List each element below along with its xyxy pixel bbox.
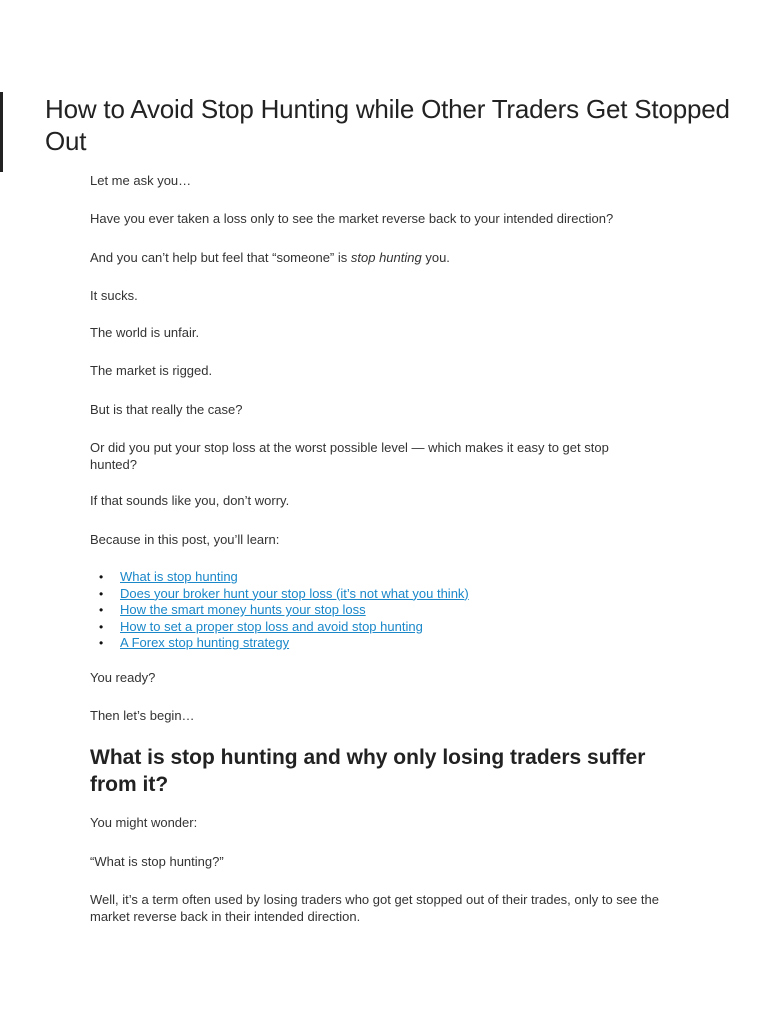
toc-link-forex-strategy[interactable]: A Forex stop hunting strategy bbox=[120, 635, 290, 650]
paragraph-really-the-case: But is that really the case? bbox=[90, 402, 243, 417]
paragraph-someone-before: And you can’t help but feel that “someone” is bbox=[90, 250, 351, 265]
paragraph-someone-after: you. bbox=[421, 250, 450, 265]
toc-item bbox=[90, 602, 690, 619]
toc-link-what-is-stop-hunting[interactable]: What is stop hunting bbox=[120, 569, 238, 584]
toc-link-proper-stop-loss[interactable]: How to set a proper stop loss and avoid stop hunting bbox=[120, 618, 423, 634]
bullet: • bbox=[99, 570, 104, 584]
table-of-contents bbox=[90, 569, 690, 652]
paragraph-it-sucks: It sucks. bbox=[90, 288, 138, 303]
paragraph-intro: Let me ask you… bbox=[90, 173, 192, 188]
paragraph-someone bbox=[90, 249, 680, 266]
bullet: • bbox=[99, 619, 104, 634]
stop-hunting-emphasis: stop hunting bbox=[350, 250, 422, 265]
paragraph-you-ready: You ready? bbox=[90, 670, 156, 685]
paragraph-you-might-wonder: You might wonder: bbox=[90, 815, 198, 830]
toc-item bbox=[90, 619, 690, 636]
paragraph-you-will-learn: Because in this post, you’ll learn: bbox=[90, 532, 280, 547]
paragraph-dont-worry: If that sounds like you, don’t worry. bbox=[90, 493, 290, 508]
toc-link-broker-hunt[interactable]: Does your broker hunt your stop loss (it’s not what you think) bbox=[120, 585, 469, 601]
bullet: • bbox=[99, 636, 104, 650]
margin-bar bbox=[0, 92, 3, 172]
bullet: • bbox=[99, 586, 104, 601]
toc-item bbox=[90, 569, 690, 586]
paragraph-world-unfair: The world is unfair. bbox=[90, 325, 200, 340]
paragraph-definition: Well, it’s a term often used by losing traders who got get stopped out of their trades, only to see the market reverse back in their intended direction. bbox=[90, 892, 659, 924]
paragraph-what-is-question: “What is stop hunting?” bbox=[90, 854, 224, 869]
paragraph-market-rigged: The market is rigged. bbox=[90, 363, 213, 378]
toc-item bbox=[90, 586, 690, 603]
paragraph-lets-begin: Then let’s begin… bbox=[90, 708, 195, 723]
paragraph-question: Have you ever taken a loss only to see the market reverse back to your intended direction? bbox=[90, 211, 614, 226]
paragraph-stop-loss-level: Or did you put your stop loss at the worst possible level — which makes it easy to get stop hunted? bbox=[90, 440, 609, 472]
toc-link-smart-money[interactable]: How the smart money hunts your stop loss bbox=[120, 602, 366, 617]
section-heading: What is stop hunting and why only losing traders suffer from it? bbox=[90, 746, 646, 796]
document-title: How to Avoid Stop Hunting while Other Traders Get Stopped Out bbox=[45, 94, 730, 156]
bullet: • bbox=[99, 603, 104, 617]
toc-item bbox=[90, 635, 690, 652]
